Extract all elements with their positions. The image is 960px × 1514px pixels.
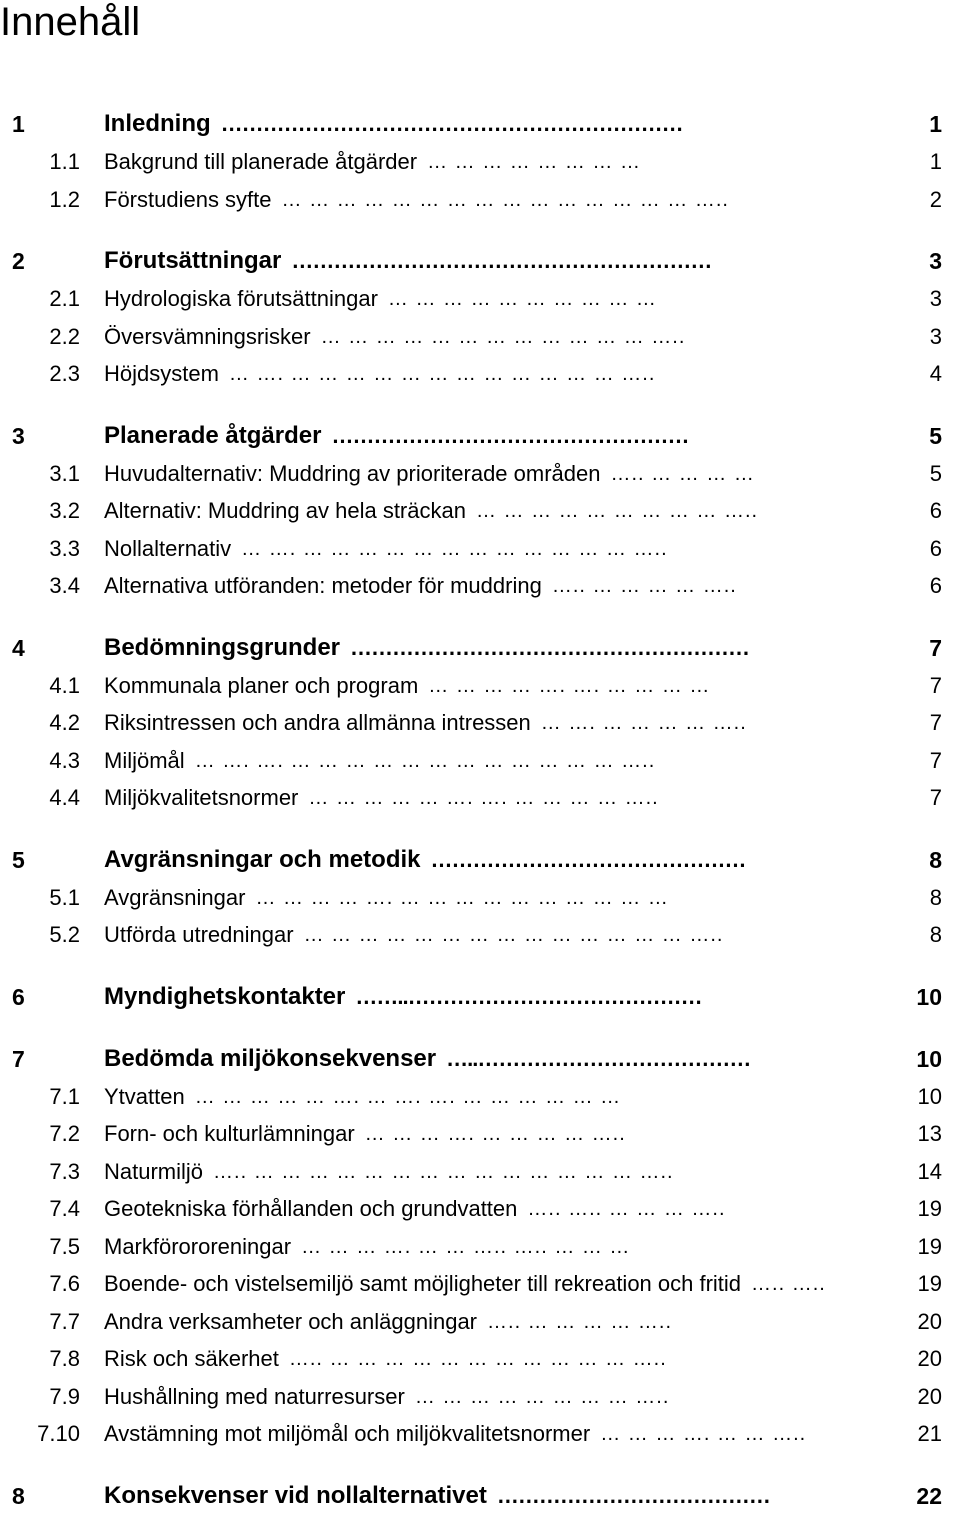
toc-title: Markförororeningar xyxy=(104,1233,292,1259)
toc-page-number: 6 xyxy=(929,573,942,598)
toc-section-row[interactable] xyxy=(0,1304,960,1340)
toc-number: 4.1 xyxy=(49,672,80,698)
toc-leader-dots: … …. … … … … … … … … … … … … ….. xyxy=(228,363,656,385)
toc-title: Avstämning mot miljömål och miljökvalitetsnormer xyxy=(104,1421,591,1446)
toc-number: 7.3 xyxy=(49,1158,80,1184)
toc-page-number: 2 xyxy=(929,186,942,212)
toc-number: 7.1 xyxy=(49,1083,80,1109)
toc-leader-dots: ……..…………………………………… xyxy=(355,983,702,1009)
toc-number: 7.5 xyxy=(49,1233,80,1259)
toc-title: Bedömningsgrunder xyxy=(104,633,341,661)
toc-leader-dots: … … … … … … … … … … … … ….. xyxy=(320,325,686,348)
toc-section-row[interactable] xyxy=(0,568,960,604)
toc-title: Boende- och vistelsemiljö samt möjligheter till rekreation och fritid xyxy=(104,1271,742,1296)
toc-section-row[interactable] xyxy=(0,668,960,704)
toc-leader-dots: … … … … … … … … … … … … … … … ….. xyxy=(281,188,729,211)
toc-title: Översvämningsrisker xyxy=(104,323,311,349)
toc-leader-dots: … … … … … …. …. … … … … ….. xyxy=(308,787,659,809)
toc-chapter-row[interactable] xyxy=(0,630,960,666)
toc-leader-dots: … … … …. … … ….. xyxy=(600,1423,807,1445)
toc-section-row[interactable] xyxy=(0,1154,960,1190)
toc-section-row[interactable] xyxy=(0,1079,960,1115)
toc-page-number: 1 xyxy=(929,111,942,137)
toc-number: 7.10 xyxy=(37,1421,80,1446)
toc-number: 2.1 xyxy=(49,286,80,311)
toc-leader-dots: ….. ….. … … … ….. xyxy=(527,1198,726,1220)
toc-title: Bedömda miljökonsekvenser xyxy=(104,1044,437,1072)
toc-number: 4 xyxy=(12,634,25,661)
toc-chapter-row[interactable] xyxy=(0,418,960,454)
toc-title: Avgränsningar xyxy=(104,884,246,910)
toc-page-number: 3 xyxy=(929,323,942,349)
toc-page-number: 14 xyxy=(917,1158,942,1184)
toc-title: Planerade åtgärder xyxy=(104,421,322,449)
toc-number: 6 xyxy=(12,983,25,1010)
toc-title: Alternativ: Muddring av hela sträckan xyxy=(104,498,466,523)
toc-section-row[interactable] xyxy=(0,493,960,529)
toc-title: Naturmiljö xyxy=(104,1158,204,1184)
toc-leader-dots: ….. … … … … … … … … … … … ….. xyxy=(288,1348,667,1370)
toc-chapter-row[interactable] xyxy=(0,1478,960,1514)
toc-leader-dots: … … … … …. … … … … … … … … … … xyxy=(255,886,669,909)
toc-leader-dots: ………………………………………………… xyxy=(350,634,750,660)
toc-section-row[interactable] xyxy=(0,1341,960,1377)
toc-leader-dots: … … … … … … … … … … xyxy=(387,288,657,310)
toc-number: 4.2 xyxy=(49,710,80,735)
toc-number: 8 xyxy=(12,1482,25,1509)
toc-title: Huvudalternativ: Muddring av prioriterade områden xyxy=(104,460,601,486)
toc-title: Ytvatten xyxy=(104,1083,185,1109)
toc-number: 2 xyxy=(12,248,25,274)
toc-title: Myndighetskontakter xyxy=(104,982,346,1010)
toc-title: Utförda utredningar xyxy=(104,922,294,947)
toc-number: 2.2 xyxy=(49,323,80,349)
toc-leader-dots: … … … … … … … … xyxy=(427,151,641,173)
toc-number: 3.1 xyxy=(49,460,80,486)
toc-number: 1 xyxy=(12,111,25,137)
toc-title: Risk och säkerhet xyxy=(104,1346,279,1371)
toc-number: 7.4 xyxy=(49,1196,80,1221)
toc-chapter-row[interactable] xyxy=(0,979,960,1015)
toc-section-row[interactable] xyxy=(0,917,960,953)
toc-page-number: 5 xyxy=(929,460,942,486)
toc-leader-dots: … … … … …. …. … … … … xyxy=(428,674,711,697)
toc-number: 4.4 xyxy=(49,785,80,810)
toc-section-row[interactable] xyxy=(0,1266,960,1302)
toc-chapter-row[interactable] xyxy=(0,243,960,279)
toc-number: 4.3 xyxy=(49,747,80,773)
toc-title: Avgränsningar och metodik xyxy=(104,845,421,873)
toc-page-number: 22 xyxy=(916,1482,942,1509)
toc-number: 3.4 xyxy=(49,573,80,598)
toc-title: Alternativa utföranden: metoder för muddring xyxy=(104,573,542,598)
toc-leader-dots: … … … … … … … … … ….. xyxy=(475,500,759,522)
toc-section-row[interactable] xyxy=(0,356,960,392)
toc-page-number: 6 xyxy=(929,498,942,523)
toc-leader-dots: ………………………………… xyxy=(496,1482,770,1508)
toc-title: Inledning xyxy=(104,110,211,137)
toc-chapter-row[interactable] xyxy=(0,1041,960,1077)
toc-section-row[interactable] xyxy=(0,743,960,779)
toc-number: 3.3 xyxy=(49,535,80,561)
toc-page-number: 4 xyxy=(929,361,942,386)
toc-page-number: 19 xyxy=(917,1196,942,1221)
toc-leader-dots: ……………………………………… xyxy=(430,846,746,872)
toc-section-row[interactable] xyxy=(0,780,960,816)
toc-section-row[interactable] xyxy=(0,456,960,492)
toc-number: 1.1 xyxy=(49,149,80,174)
toc-section-row[interactable] xyxy=(0,880,960,916)
toc-number: 2.3 xyxy=(49,361,80,386)
toc-number: 7.6 xyxy=(49,1271,80,1296)
toc-number: 5.1 xyxy=(49,884,80,910)
toc-section-row[interactable] xyxy=(0,319,960,355)
toc-page-number: 6 xyxy=(929,535,942,561)
toc-page-number: 20 xyxy=(917,1346,942,1371)
toc-title: Kommunala planer och program xyxy=(104,672,419,698)
toc-number: 7.7 xyxy=(49,1308,80,1334)
toc-leader-dots: … … … … … … … … … … … … … … ….. xyxy=(303,924,724,946)
toc-page-number: 7 xyxy=(929,634,942,661)
toc-page-number: 3 xyxy=(929,286,942,311)
toc-title: Hydrologiska förutsättningar xyxy=(104,286,378,311)
toc-page-number: 7 xyxy=(929,747,942,773)
toc-title: Miljökvalitetsnormer xyxy=(104,785,299,810)
toc-leader-dots: …………………………………………………… xyxy=(291,248,712,273)
toc-number: 7 xyxy=(12,1045,25,1072)
toc-section-row[interactable] xyxy=(0,144,960,180)
toc-title: Miljömål xyxy=(104,747,185,773)
toc-leader-dots: … …. … … … … ….. xyxy=(540,712,747,734)
toc-section-row[interactable] xyxy=(0,1416,960,1452)
toc-page-number: 19 xyxy=(917,1233,942,1259)
toc-leader-dots: ….. ….. xyxy=(751,1273,826,1295)
toc-page-number: 13 xyxy=(917,1121,942,1146)
toc-page-number: 5 xyxy=(929,422,942,449)
toc-title: Hushållning med naturresurser xyxy=(104,1383,405,1409)
toc-title: Geotekniska förhållanden och grundvatten xyxy=(104,1196,518,1221)
toc-leader-dots: ….. … … … … ….. xyxy=(487,1310,673,1333)
toc-page-number: 8 xyxy=(929,922,942,947)
toc-title: Höjdsystem xyxy=(104,361,219,386)
toc-number: 3 xyxy=(12,422,25,449)
toc-number: 3.2 xyxy=(49,498,80,523)
toc-section-row[interactable] xyxy=(0,1116,960,1152)
toc-leader-dots: ….. … … … … xyxy=(610,462,755,485)
toc-section-row[interactable] xyxy=(0,1229,960,1265)
toc-page-number: 3 xyxy=(929,248,942,274)
toc-page-number: 1 xyxy=(929,149,942,174)
toc-leader-dots: ………………………………………………………… xyxy=(220,111,683,136)
toc-page-number: 8 xyxy=(929,884,942,910)
toc-number: 5 xyxy=(12,846,25,873)
toc-number: 7.2 xyxy=(49,1121,80,1146)
toc-page-number: 8 xyxy=(929,846,942,873)
toc-leader-dots: …..………………………………… xyxy=(446,1045,751,1071)
toc-leader-dots: … …. …. … … … … … … … … … … … … ….. xyxy=(194,749,656,772)
toc-title: Andra verksamheter och anläggningar xyxy=(104,1308,478,1334)
toc-leader-dots: ….. … … … … … … … … … … … … … … ….. xyxy=(213,1160,674,1183)
toc-number: 7.8 xyxy=(49,1346,80,1371)
toc-title: Nollalternativ xyxy=(104,535,232,561)
toc-leader-dots: …………………………………………… xyxy=(331,422,689,448)
toc-page-number: 10 xyxy=(916,983,942,1010)
toc-section-row[interactable] xyxy=(0,531,960,567)
toc-page-number: 7 xyxy=(929,672,942,698)
toc-title: Forn- och kulturlämningar xyxy=(104,1121,355,1146)
toc-page-number: 7 xyxy=(929,785,942,810)
toc-section-row[interactable] xyxy=(0,1191,960,1227)
toc-page-number: 20 xyxy=(917,1308,942,1334)
toc-chapter-row[interactable] xyxy=(0,842,960,878)
toc-section-row[interactable] xyxy=(0,182,960,218)
toc-title: Förutsättningar xyxy=(104,247,282,274)
toc-title: Bakgrund till planerade åtgärder xyxy=(104,149,418,174)
toc-leader-dots: … … … …. … … … … ….. xyxy=(364,1123,626,1145)
toc-leader-dots: ….. … … … … ….. xyxy=(551,575,737,597)
toc-section-row[interactable] xyxy=(0,281,960,317)
toc-page-number: 19 xyxy=(917,1271,942,1296)
toc-title: Konsekvenser vid nollalternativet xyxy=(104,1481,487,1509)
toc-title: Riksintressen och andra allmänna intressen xyxy=(104,710,531,735)
toc-section-row[interactable] xyxy=(0,1379,960,1415)
toc-page-number: 10 xyxy=(917,1083,942,1109)
toc-section-row[interactable] xyxy=(0,705,960,741)
page-title: Innehåll xyxy=(0,0,141,44)
toc-leader-dots: … … … … … …. … …. …. … … … … … … xyxy=(194,1085,622,1108)
toc-number: 1.2 xyxy=(49,186,80,212)
toc-leader-dots: … … … …. … … ….. ….. … … … xyxy=(301,1235,631,1258)
toc-number: 7.9 xyxy=(49,1383,80,1409)
toc-page-number: 7 xyxy=(929,710,942,735)
toc-leader-dots: … … … … … … … … ….. xyxy=(414,1385,670,1408)
toc-chapter-row[interactable] xyxy=(0,106,960,142)
toc-leader-dots: … …. … … … … … … … … … … … … ….. xyxy=(241,537,668,560)
toc-title: Förstudiens syfte xyxy=(104,186,272,212)
toc-page-number: 20 xyxy=(917,1383,942,1409)
toc-page-number: 21 xyxy=(917,1421,942,1446)
toc-number: 5.2 xyxy=(49,922,80,947)
toc-page-number: 10 xyxy=(916,1045,942,1072)
